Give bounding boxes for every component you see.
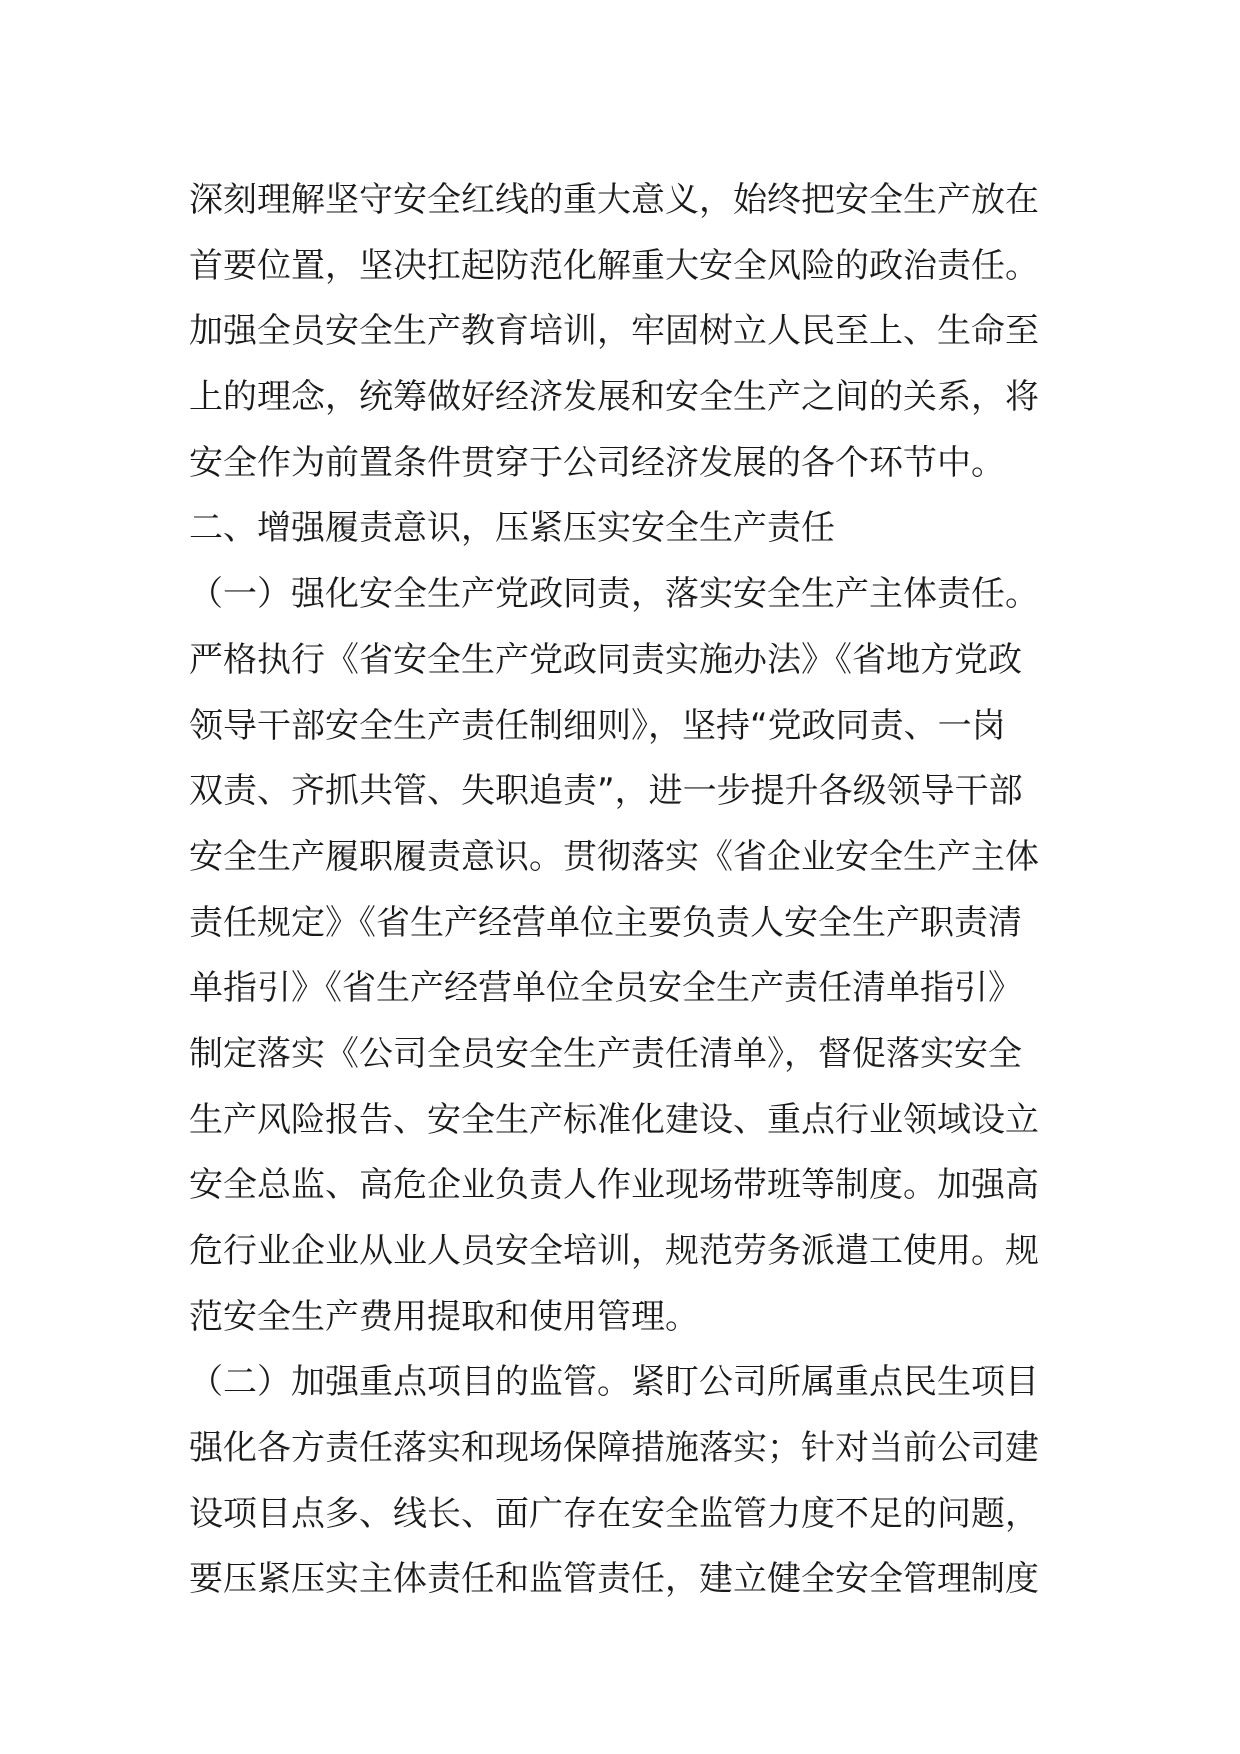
text-line: 危行业企业从业人员安全培训，规范劳务派遣工使用。规	[189, 1231, 1039, 1271]
text-line: 强化各方责任落实和现场保障措施落实；针对当前公司建	[189, 1428, 1039, 1469]
subsection-heading: （一）强化安全生产党政同责，落实安全生产主体责任。	[189, 574, 1039, 615]
text-line: 范安全生产费用提取和使用管理。	[189, 1296, 699, 1337]
text-line: 责任规定》《省生产经营单位主要负责人安全生产职责清	[189, 902, 1022, 943]
body-text	[189, 168, 1069, 1613]
text-line: 制定落实《公司全员安全生产责任清单》，督促落实安全	[189, 1033, 1022, 1074]
section-heading: 二、增强履责意识，压紧压实安全生产责任	[189, 508, 835, 549]
text-line: 上的理念，统筹做好经济发展和安全生产之间的关系，将	[189, 377, 1039, 418]
text-line: 要压紧压实主体责任和监管责任，建立健全安全管理制度	[189, 1559, 1039, 1600]
text-line: 安全作为前置条件贯穿于公司经济发展的各个环节中。	[189, 442, 1005, 483]
text-line: 加强全员安全生产教育培训，牢固树立人民至上、生命至	[189, 311, 1039, 352]
text-line: 安全总监、高危企业负责人作业现场带班等制度。加强高	[189, 1165, 1039, 1206]
text-line: 双责、齐抓共管、失职追责”，进一步提升各级领导干部	[189, 771, 1023, 812]
text-line: 设项目点多、线长、面广存在安全监管力度不足的问题，	[189, 1493, 1039, 1534]
subsection-heading: （二）加强重点项目的监管。紧盯公司所属重点民生项目	[189, 1362, 1039, 1403]
text-line: 单指引》《省生产经营单位全员安全生产责任清单指引》	[189, 968, 1022, 1009]
text-line: 深刻理解坚守安全红线的重大意义，始终把安全生产放在	[189, 180, 1039, 220]
text-line: 严格执行《省安全生产党政同责实施办法》《省地方党政	[189, 639, 1022, 680]
text-line: 安全生产履职履责意识。贯彻落实《省企业安全生产主体	[189, 836, 1039, 877]
text-line: 领导干部安全生产责任制细则》，坚持“党政同责、一岗	[189, 705, 1006, 746]
text-line: 首要位置，坚决扛起防范化解重大安全风险的政治责任。	[189, 245, 1039, 286]
text-line: 生产风险报告、安全生产标准化建设、重点行业领域设立	[189, 1099, 1039, 1140]
